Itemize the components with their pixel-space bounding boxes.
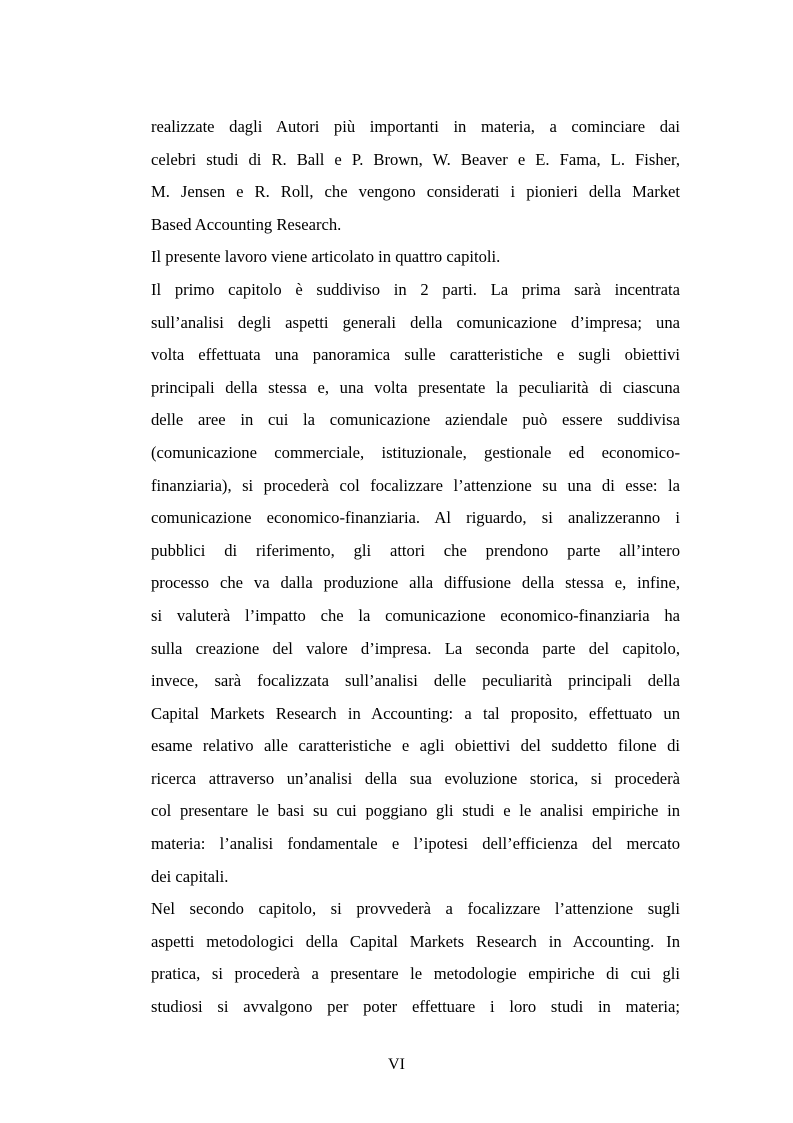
text-line: volta effettuata una panoramica sulle caratteristiche e sugli obiettivi xyxy=(151,345,680,365)
text-line: invece, sarà focalizzata sull’analisi delle peculiarità principali della xyxy=(151,671,680,691)
text-line: principali della stessa e, una volta presentate la peculiarità di ciascuna xyxy=(151,377,680,397)
text-line: finanziaria), si procederà col focalizzare l’attenzione su una di esse: la xyxy=(151,475,680,495)
paragraph xyxy=(151,111,680,241)
text-line: studiosi si avvalgono per poter effettuare i loro studi in materia; xyxy=(151,997,680,1017)
text-line: pratica, si procederà a presentare le metodologie empiriche di cui gli xyxy=(151,964,680,984)
text-line: realizzate dagli Autori più importanti in materia, a cominciare dai xyxy=(151,117,680,136)
page-number: VI xyxy=(388,1056,405,1073)
text-line: Il presente lavoro viene articolato in quattro capitoli. xyxy=(151,247,501,267)
text-line: pubblici di riferimento, gli attori che prendono parte all’intero xyxy=(151,540,680,560)
text-line: ricerca attraverso un’analisi della sua evoluzione storica, si procederà xyxy=(151,768,680,788)
text-line: M. Jensen e R. Roll, che vengono considerati i pionieri della Market xyxy=(151,182,680,202)
body-text xyxy=(151,111,680,1024)
text-line: col presentare le basi su cui poggiano gli studi e le analisi empiriche in xyxy=(151,801,680,821)
text-line: Capital Markets Research in Accounting: a tal proposito, effettuato un xyxy=(151,703,680,723)
text-line: materia: l’analisi fondamentale e l’ipotesi dell’efficienza del mercato xyxy=(151,834,680,854)
text-line: (comunicazione commerciale, istituzionale, gestionale ed economico- xyxy=(151,442,680,462)
paragraph xyxy=(151,241,680,274)
text-line: esame relativo alle caratteristiche e agli obiettivi del suddetto filone di xyxy=(151,736,680,756)
text-line: delle aree in cui la comunicazione aziendale può essere suddivisa xyxy=(151,410,680,430)
paragraph xyxy=(151,274,680,893)
text-line: sulla creazione del valore d’impresa. La seconda parte del capitolo, xyxy=(151,638,680,658)
text-line: dei capitali. xyxy=(151,866,229,886)
text-line: sull’analisi degli aspetti generali della comunicazione d’impresa; una xyxy=(151,312,680,332)
text-line: Il primo capitolo è suddiviso in 2 parti. La prima sarà incentrata xyxy=(151,279,680,299)
text-line: processo che va dalla produzione alla diffusione della stessa e, infine, xyxy=(151,573,680,593)
paragraph xyxy=(151,893,680,1023)
text-line: si valuterà l’impatto che la comunicazione economico-finanziaria ha xyxy=(151,605,680,625)
text-line: Nel secondo capitolo, si provvederà a focalizzare l’attenzione sugli xyxy=(151,899,680,919)
text-line: aspetti metodologici della Capital Markets Research in Accounting. In xyxy=(151,931,680,951)
text-line: celebri studi di R. Ball e P. Brown, W. Beaver e E. Fama, L. Fisher, xyxy=(151,149,680,169)
text-line: comunicazione economico-finanziaria. Al riguardo, si analizzeranno i xyxy=(151,508,680,528)
text-line: Based Accounting Research. xyxy=(151,214,342,234)
